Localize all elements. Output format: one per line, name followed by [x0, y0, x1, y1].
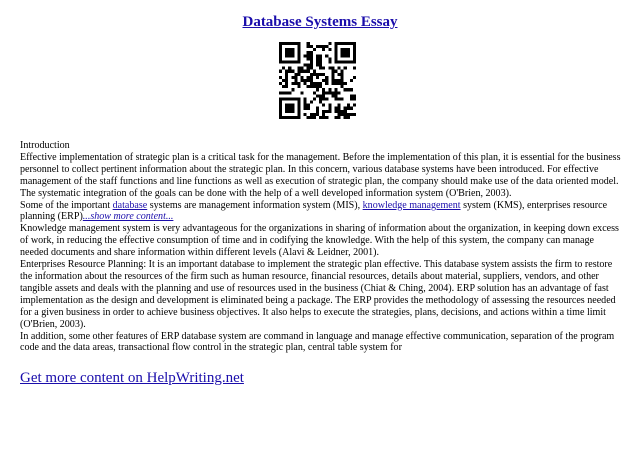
get-more-content-link[interactable]: Get more content on HelpWriting.net — [20, 370, 244, 386]
knowledge-management-link[interactable]: knowledge management — [362, 199, 461, 211]
paragraph-2-text-a: Some of the important — [20, 199, 113, 211]
paragraph-5: In addition, some other features of ERP database system are command in language and manage effective communication, separation of the program code and the data areas, transactional flow control in the strategic plan, central table system for — [20, 330, 615, 354]
database-link[interactable]: database — [112, 199, 148, 211]
show-more-link[interactable]: ...show more content... — [82, 211, 174, 223]
paragraph-4: Enterprises Resource Planning: It is an important database to implement the strategic plan effective. This database system assists the firm to restore the information about the resources of the firm such as human resource, financial resources, details about material, suppliers, vendors, and other tangible assets and deals with the planning and use of resources used in the business (Chiat & Ching, 2004). ERP solution has an advantage of fast implementation as the design and development is eliminated being a package. The ERP provides the methodology of assessing the resources needed for a given business in order to achieve business objectives. It also helps to execute the strategies, plans, decisions, and actions within a time limit (O'Brien, 2003). — [20, 259, 616, 330]
document-title[interactable]: Database Systems Essay — [242, 14, 398, 30]
qr-code-icon — [279, 42, 356, 119]
intro-heading: Introduction — [20, 140, 70, 151]
paragraph-1: Effective implementation of strategic plan is a critical task for the management. Before the implementation of this plan, it is essential for the business personnel to collect pertinent information about the strategic plan. In this concern, various database systems have been introduced. For effective management of the staff functions and line functions as well as execution of strategic plan, the company should make use of the data oriented model. The systematic integration of the goals can be done with the help of a well developed information system (O'Brien, 2003). — [20, 151, 621, 199]
paragraph-2-text-b: systems are management information system (MIS), — [147, 199, 363, 211]
essay-body — [20, 140, 622, 354]
paragraph-2-text-c: system (KMS), enterprises resource planning (ERP) — [20, 199, 608, 223]
paragraph-3: Knowledge management system is very advantageous for the organizations in sharing of information about the organization, in keeping down excess of work, in reducing the effective consumption of time and in codifying the knowledge. With the help of this system, the company can manage needed documents and share information within different levels (Alavi & Leidner, 2001). — [20, 223, 619, 259]
paragraph-2 — [20, 200, 622, 224]
